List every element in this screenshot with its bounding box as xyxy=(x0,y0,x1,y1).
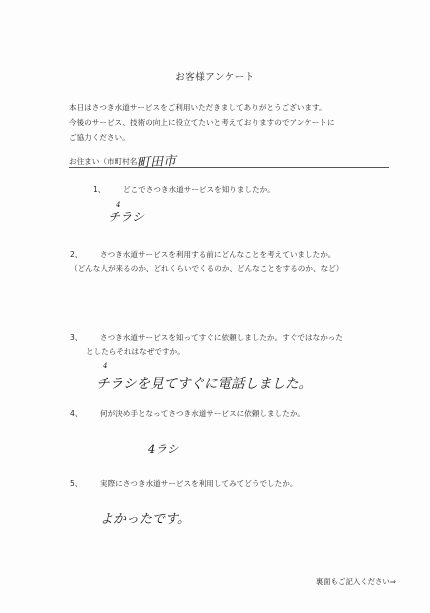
survey-title: お客様アンケート xyxy=(175,72,255,83)
address-handwritten-answer: 町田市 xyxy=(136,153,177,172)
footer-note: 裏面もご記入ください⇒ xyxy=(315,577,396,586)
question-number: 3、 xyxy=(70,333,83,342)
address-underline xyxy=(69,167,389,168)
question-text-line2: としたらそれはなぜですか。 xyxy=(86,347,185,356)
intro-line: 今後のサービス、技術の向上に役立てたいと考えておりますのでアンケートに xyxy=(69,118,335,127)
answer-correction-mark: 4 xyxy=(116,201,121,209)
question-number: 2、 xyxy=(70,250,83,259)
question-2 xyxy=(70,248,400,278)
question-1-answer: チラシ xyxy=(108,210,145,224)
intro-line: 本日はさつき水道サービスをご利用いただきましてありがとうございます。 xyxy=(69,103,327,112)
intro-line: ご協力ください。 xyxy=(69,133,130,142)
address-field xyxy=(69,152,389,172)
question-3-answer: チラシを見てすぐに電話しました。 xyxy=(96,376,312,392)
question-4 xyxy=(70,407,400,427)
question-number: 5、 xyxy=(70,479,83,488)
question-4-answer: 4ラシ xyxy=(148,442,179,456)
question-5 xyxy=(70,477,400,497)
question-text: 何が決め手となってさつき水道サービスに依頼しましたか。 xyxy=(100,409,306,418)
question-number: 1、 xyxy=(93,185,106,194)
question-text: 実際にさつき水道サービスを利用してみてどうでしたか。 xyxy=(100,479,298,488)
address-label: お住まい（市町村名）： xyxy=(69,157,149,166)
question-text: どこでさつき水道サービスを知りましたか。 xyxy=(123,185,275,194)
question-text: さつき水道サービスを利用する前にどんなことを考えていましたか。 xyxy=(100,250,336,259)
question-text-line2: （どんな人が来るのか、どれくらいでくるのか、どんなことをするのか、など） xyxy=(70,264,344,273)
question-5-answer: よかったです。 xyxy=(100,512,190,527)
question-number: 4、 xyxy=(70,409,83,418)
question-3 xyxy=(70,331,400,361)
survey-intro xyxy=(69,100,389,145)
answer-correction-mark: 4 xyxy=(103,362,108,370)
question-text: さつき水道サービスを知ってすぐに依頼しましたか。すぐではなかった xyxy=(100,333,343,342)
